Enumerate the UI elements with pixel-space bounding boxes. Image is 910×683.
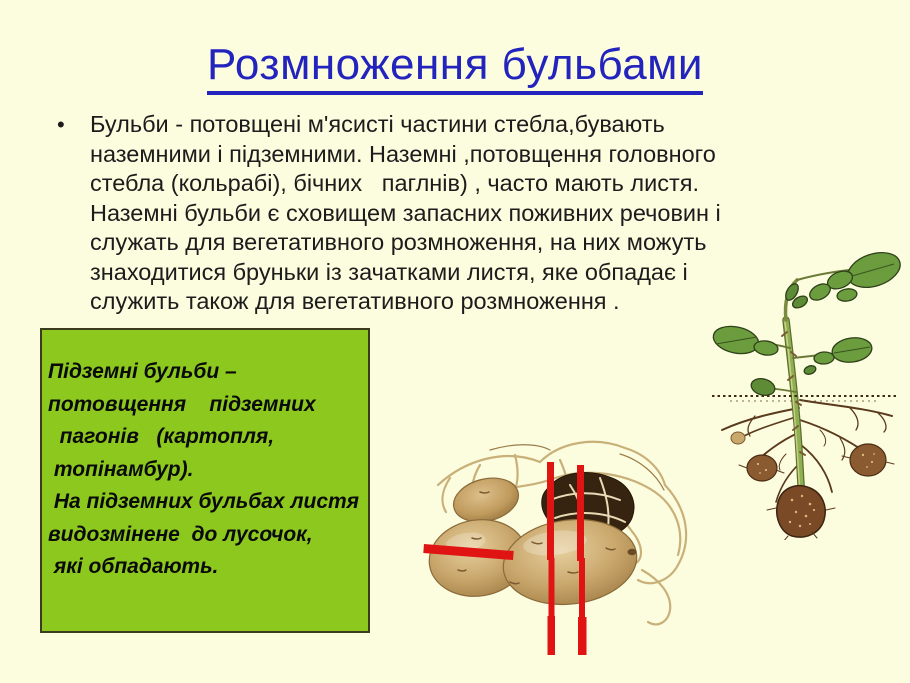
red-line-vertical-1 bbox=[547, 462, 555, 655]
callout-line: Підземні бульби – bbox=[48, 360, 237, 383]
slide-title bbox=[0, 40, 910, 90]
body-line: служать для вегетативного розмноження, на них можуть bbox=[90, 229, 707, 255]
tuber-right bbox=[850, 444, 886, 476]
underground-tubers bbox=[731, 432, 894, 540]
body-line: служить також для вегетативного розмноження . bbox=[90, 288, 620, 314]
potato-plant-illustration bbox=[700, 240, 910, 540]
body-line: наземними і підземними. Наземні ,потовщення головного bbox=[90, 140, 716, 167]
tuber-nodule bbox=[731, 432, 745, 444]
tuber-left bbox=[747, 455, 777, 481]
body-line: знаходитися бруньки із зачатками листя, яке обпадає і bbox=[90, 258, 688, 285]
callout-line: На підземних бульбах листя bbox=[48, 490, 360, 513]
potato-eye-dimple bbox=[628, 549, 637, 555]
slide-title-text: Розмноження бульбами bbox=[207, 40, 703, 95]
body-line: стебла (кольрабі), бічних паглнів) , часто мають листя. bbox=[90, 170, 700, 196]
bullet-marker: • bbox=[57, 112, 65, 137]
callout-line: які обпадають. bbox=[48, 555, 219, 578]
underground-tubers-callout bbox=[40, 328, 370, 633]
body-line: Наземні бульби є сховищем запасних поживних речовин і bbox=[90, 199, 721, 226]
callout-line: пагонів (картопля, bbox=[48, 425, 275, 448]
tuber-bottom bbox=[777, 486, 825, 537]
body-line: Бульби - потовщені м'ясисті частини стебла,бувають bbox=[90, 111, 665, 137]
callout-line: видозмінене до лусочок, bbox=[48, 522, 313, 546]
body-lines bbox=[90, 110, 721, 317]
potato-tubers-illustration bbox=[420, 430, 720, 665]
callout-line: потовщення підземних bbox=[48, 392, 316, 416]
callout-line: топінамбур). bbox=[48, 457, 194, 481]
